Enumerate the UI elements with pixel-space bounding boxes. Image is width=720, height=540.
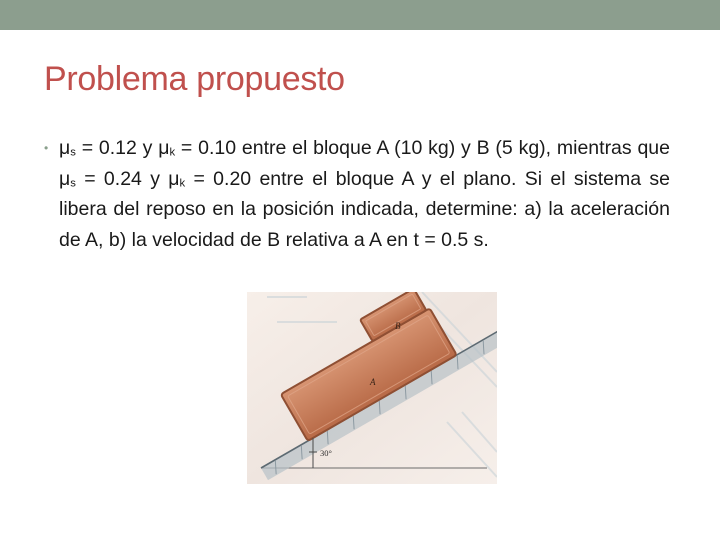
block-b-label: B [395, 321, 401, 331]
figure-illustration [247, 292, 497, 484]
problem-text-segment: = 0.20 entre el bloque A y el plano. Si el sistema se libera del reposo en la posición indicada, determine: a) la aceleración de A, b) la velocidad de B relativa a A en t = 0.5 s. [59, 167, 670, 251]
bullet-marker: • [44, 141, 49, 155]
top-bar [0, 0, 720, 30]
angle-label: 30° [320, 448, 332, 458]
problem-statement [44, 133, 670, 255]
subscript: s [70, 146, 76, 159]
subscript: k [179, 177, 186, 190]
slide-title: Problema propuesto [44, 60, 345, 98]
problem-text-segment: μ [59, 137, 71, 159]
problem-text-segment: = 0.10 entre el bloque A (10 kg) y B (5 kg), mientras que μ [59, 137, 670, 190]
subscript: s [70, 177, 76, 190]
problem-text-segment: = 0.12 y μ [75, 137, 170, 159]
problem-text [59, 133, 670, 255]
inclined-plane-figure [247, 292, 497, 484]
problem-text-segment: = 0.24 y μ [75, 167, 180, 190]
subscript: k [169, 146, 176, 159]
block-a-label: A [370, 377, 376, 387]
